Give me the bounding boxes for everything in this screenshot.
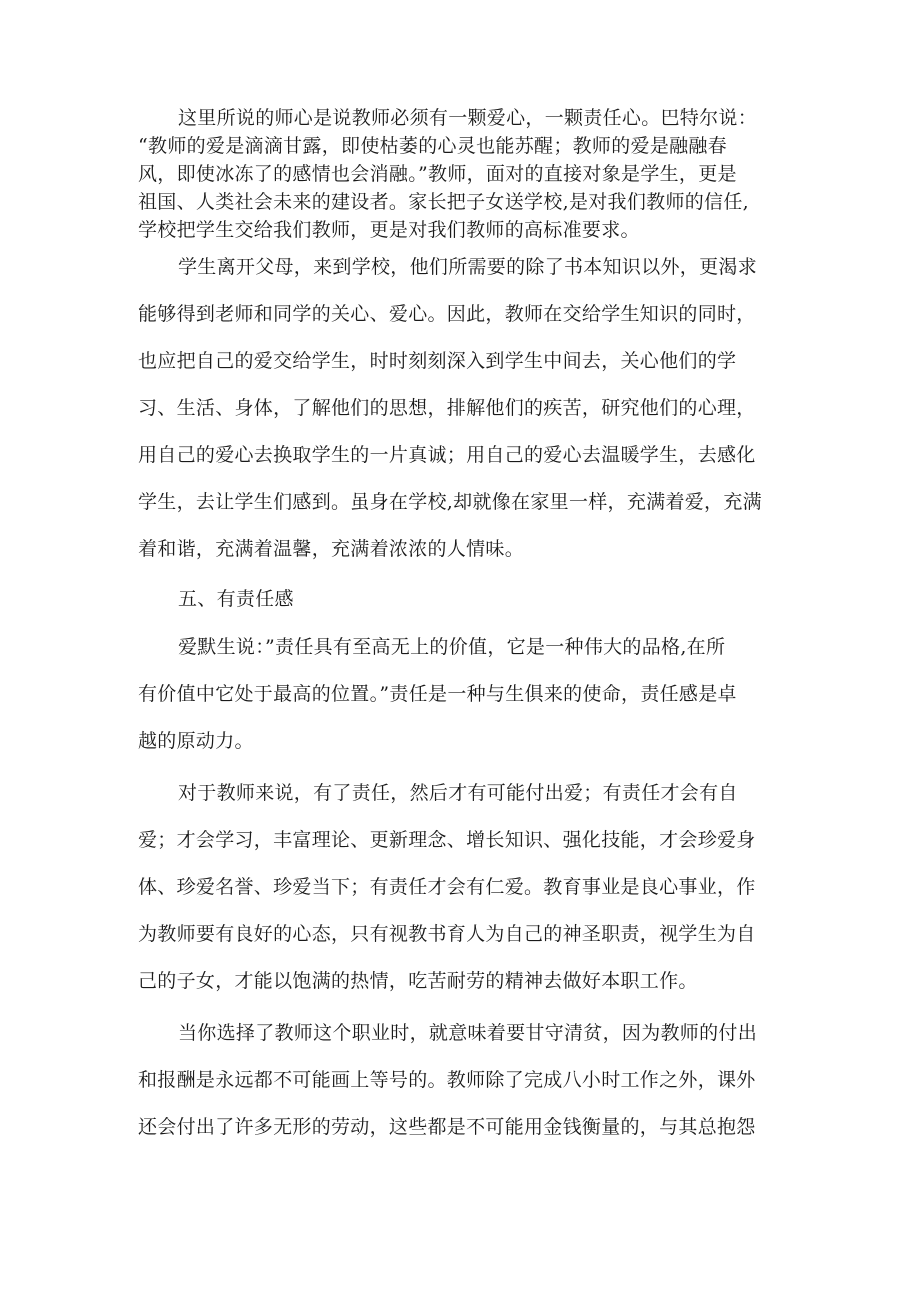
paragraph-student-care: [138, 244, 794, 573]
text-line: 越的原动力。: [138, 730, 254, 752]
text-line: 着和谐，充满着温馨，充满着浓浓的人情味。: [138, 538, 525, 560]
paragraph-career-choice: [138, 1010, 794, 1151]
text-line: 用自己的爱心去换取学生的一片真诚；用自己的爱心去温暖学生，去感化: [138, 444, 756, 466]
text-line: 当你选择了教师这个职业时，就意味着要甘守清贫，因为教师的付出: [178, 1022, 758, 1044]
text-line: 己的子女，才能以饱满的热情，吃苦耐劳的精神去做好本职工作。: [138, 970, 698, 992]
text-line: 爱；才会学习，丰富理论、更新理念、增长知识、强化技能，才会珍爱身: [138, 829, 756, 851]
section-heading-responsibility: [138, 576, 794, 623]
text-line: 有价值中它处于最高的位置。”责任是一种与生俱来的使命，责任感是卓: [138, 683, 737, 705]
text-line: 体、珍爱名誉、珍爱当下；有责任才会有仁爱。教育事业是良心事业，作: [138, 876, 756, 898]
text-line: 爱默生说：”责任具有至高无上的价值，它是一种伟大的品格,在所: [178, 636, 726, 658]
text-line: 对于教师来说，有了责任，然后才有可能付出爱；有责任才会有自: [178, 782, 738, 804]
text-line: 还会付出了许多无形的劳动，这些都是不可能用金钱衡量的，与其总抱怨: [138, 1116, 756, 1138]
paragraph-teacher-heart: [138, 104, 794, 244]
text-line: “教师的爱是滴滴甘露，即使枯萎的心灵也能苏醒；教师的爱是融融春: [138, 135, 728, 157]
text-line: 习、生活、身体，了解他们的思想，排解他们的疾苦，研究他们的心理，: [138, 397, 756, 419]
text-line: 学生，去让学生们感到。虽身在学校,却就像在家里一样，充满着爱，充满: [138, 491, 762, 513]
text-line: 这里所说的师心是说教师必须有一颗爱心，一颗责任心。巴特尔说：: [178, 107, 758, 129]
text-line: 祖国、人类社会未来的建设者。家长把子女送学校,是对我们教师的信任,: [138, 191, 749, 213]
paragraph-teacher-responsibility: [138, 770, 794, 1005]
text-line: 风，即使冰冻了的感情也会消融。”教师，面对的直接对象是学生，更是: [138, 163, 737, 185]
text-line: 和报酬是永远都不可能画上等号的。教师除了完成八小时工作之外，课外: [138, 1069, 756, 1091]
text-line: 能够得到老师和同学的关心、爱心。因此，教师在交给学生知识的同时，: [138, 303, 756, 325]
text-line: 也应把自己的爱交给学生，时时刻刻深入到学生中间去，关心他们的学: [138, 350, 737, 372]
text-line: 学生离开父母，来到学校，他们所需要的除了书本知识以外，更渴求: [178, 256, 758, 278]
text-line: 学校把学生交给我们教师，更是对我们教师的高标准要求。: [138, 219, 640, 241]
text-line: 为教师要有良好的心态，只有视教书育人为自己的神圣职责，视学生为自: [138, 923, 756, 945]
section-heading: 五、有责任感: [178, 588, 294, 610]
paragraph-emerson-quote: [138, 624, 794, 765]
